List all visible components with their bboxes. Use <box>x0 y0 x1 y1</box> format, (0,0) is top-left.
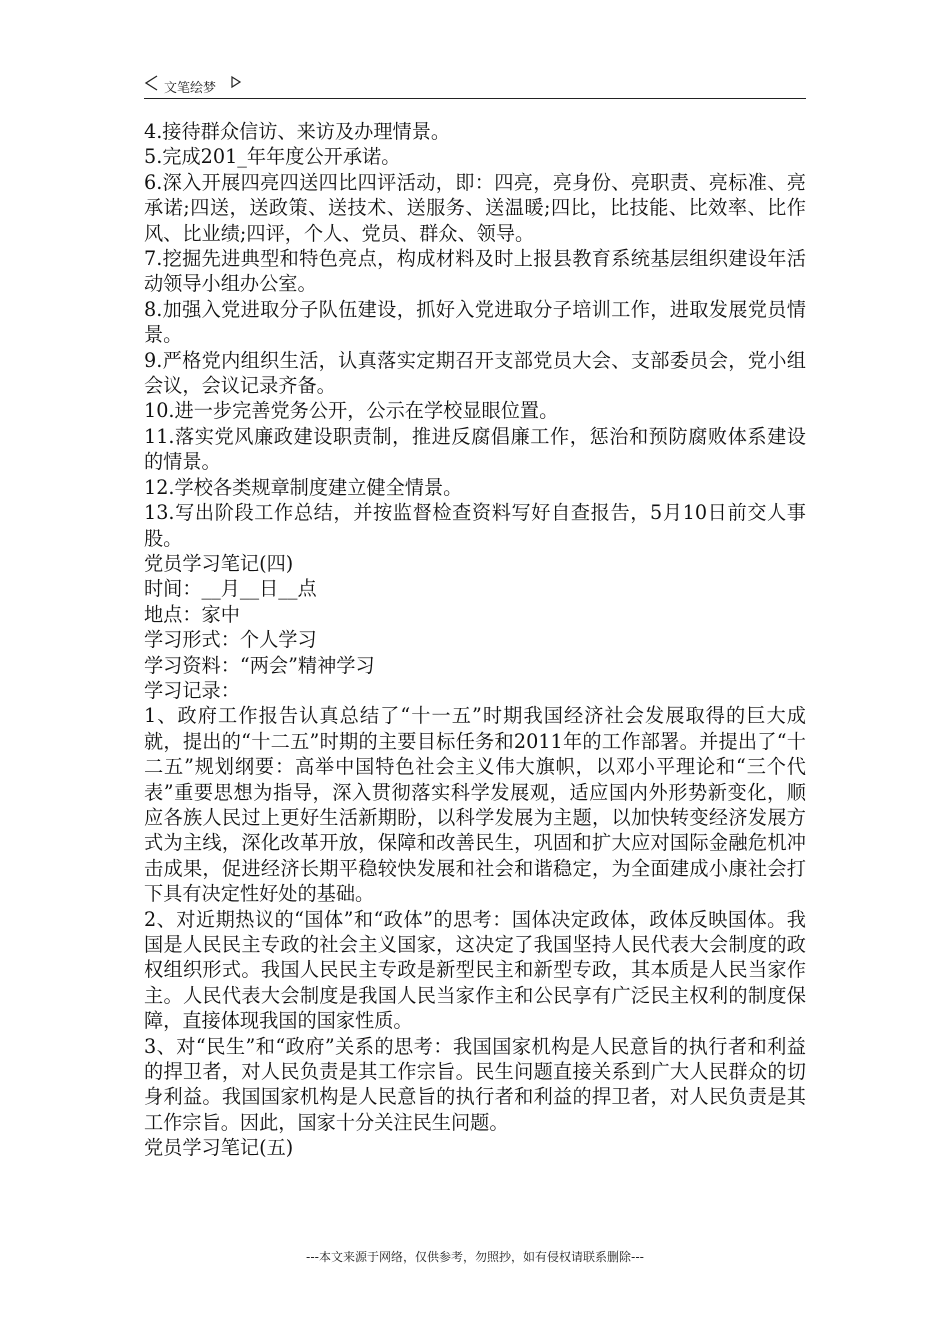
info-line-location: 地点：家中 <box>144 602 240 626</box>
paragraph: 11.落实党风廉政建设职责制，推进反腐倡廉工作，惩治和预防腐败体系建设的情景。 <box>144 424 806 474</box>
document-body <box>144 119 806 1161</box>
paragraph: 4.接待群众信访、来访及办理情景。 <box>144 120 451 143</box>
paragraph: 10.进一步完善党务公开，公示在学校显眼位置。 <box>144 399 559 423</box>
section-heading: 党员学习笔记(四) <box>144 551 294 575</box>
paragraph: 9.严格党内组织生活，认真落实定期召开支部党员大会、支部委员会，党小组会议，会议记录齐备。 <box>144 348 806 398</box>
paragraph: 6.深入开展四亮四送四比四评活动，即：四亮，亮身份、亮职责、亮标准、亮承诺;四送，送政策、送技术、送服务、送温暖;四比，比技能、比效率、比作风、比业绩;四评，个人、党员、群众、领导。 <box>144 170 806 245</box>
page-header <box>144 72 806 99</box>
paragraph: 5.完成201_年年度公开承诺。 <box>144 145 401 169</box>
info-line-time: 时间：__月__日__点 <box>144 577 317 601</box>
paragraph: 3、对“民生”和“政府”关系的思考：我国国家机构是人民意旨的执行者和利益的捍卫者，对人民负责是其工作宗旨。民生问题直接关系到广大人民群众的切身利益。我国国家机构是人民意旨的执行者和利益的捍卫者，对人民负责是其工作宗旨。因此，国家十分关注民生问题。 <box>144 1034 806 1134</box>
footer-disclaimer: ---本文来源于网络，仅供参考，勿照抄，如有侵权请联系删除--- <box>306 1250 644 1264</box>
header-brand: 文笔绘梦 <box>164 81 217 96</box>
paragraph: 7.挖掘先进典型和特色亮点，构成材料及时上报县教育系统基层组织建设年活动领导小组办公室。 <box>144 247 806 296</box>
info-line-record: 学习记录： <box>144 678 240 702</box>
triangle-left-icon <box>144 75 160 91</box>
paragraph: 12.学校各类规章制度建立健全情景。 <box>144 475 463 499</box>
paragraph: 13.写出阶段工作总结，并按监督检查资料写好自查报告，5月10日前交人事股。 <box>144 501 806 550</box>
section-heading: 党员学习笔记(五) <box>144 1136 294 1160</box>
info-line-material: 学习资料：“两会”精神学习 <box>144 653 375 677</box>
paragraph: 2、对近期热议的“国体”和“政体”的思考：国体决定政体，政体反映国体。我国是人民民主专政的社会主义国家，这决定了我国坚持人民代表大会制度的政权组织形式。我国人民民主专政是新型民主和新型专政，其本质是人民当家作主。人民代表大会制度是我国人民当家作主和公民享有广泛民主权利的制度保障，直接体现我国的国家性质。 <box>144 907 806 1033</box>
paragraph: 8.加强入党进取分子队伍建设，抓好入党进取分子培训工作，进取发展党员情景。 <box>144 297 806 347</box>
triangle-right-icon <box>230 75 242 89</box>
paragraph: 1、政府工作报告认真总结了“十一五”时期我国经济社会发展取得的巨大成就，提出的“十二五”时期的主要目标任务和2011年的工作部署。并提出了“十二五”规划纲要：高举中国特色社会主义伟大旗帜，以邓小平理论和“三个代表”重要思想为指导，深入贯彻落实科学发展观，适应国内外形势新变化，顺应各族人民过上更好生活新期盼，以科学发展为主题，以加快转变经济发展方式为主线，深化改革开放，保障和改善民生，巩固和扩大应对国际金融危机冲击成果，促进经济长期平稳较快发展和社会和谐稳定，为全面建成小康社会打下具有决定性好处的基础。 <box>144 704 806 906</box>
info-line-form: 学习形式：个人学习 <box>144 628 317 652</box>
